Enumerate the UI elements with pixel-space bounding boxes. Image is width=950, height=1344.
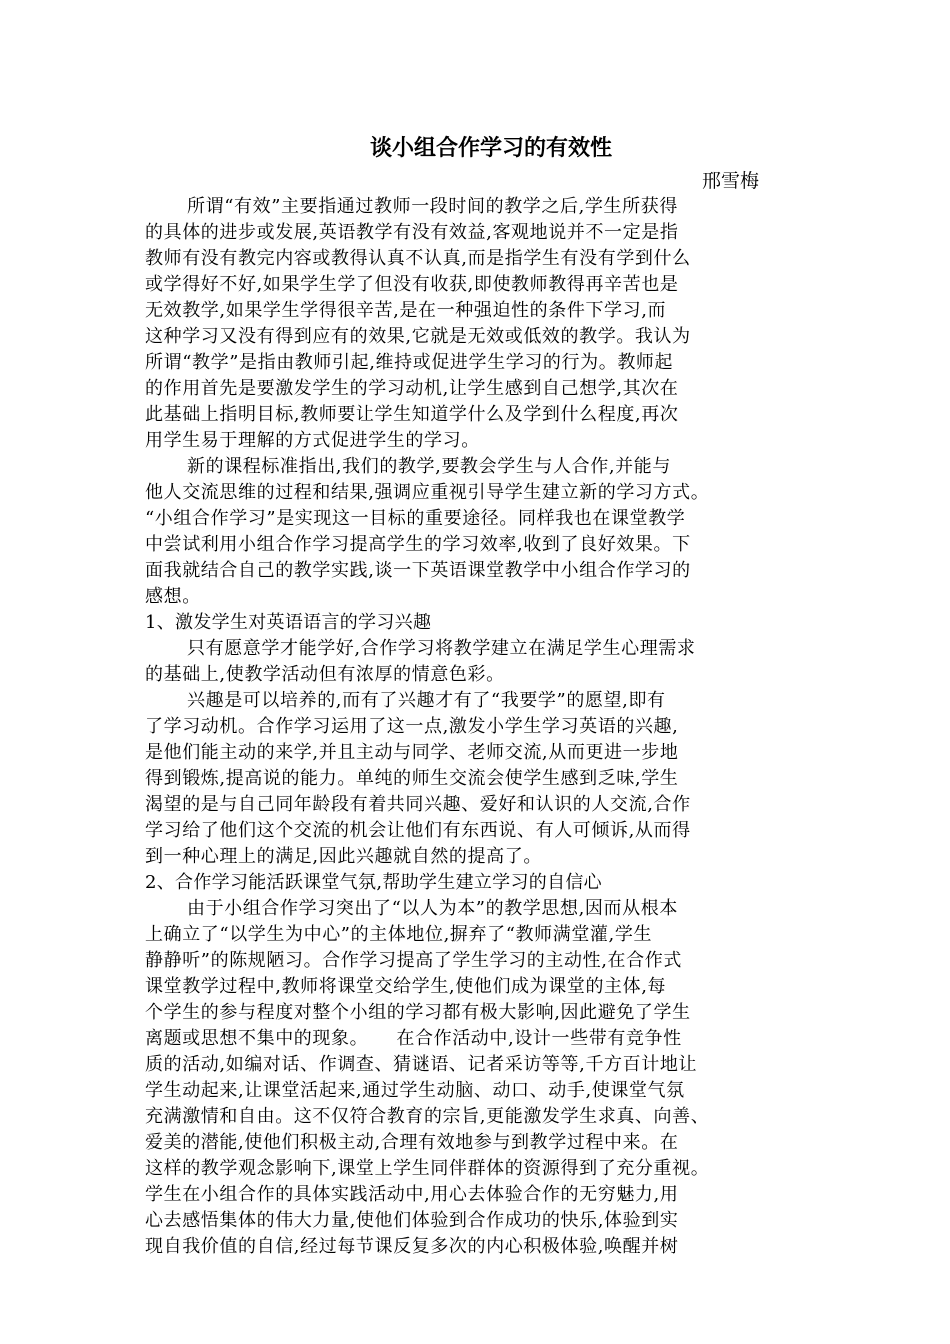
body-line: 心去感悟集体的伟大力量,使他们体验到合作成功的快乐,体验到实: [145, 1210, 679, 1231]
document-page: [145, 128, 817, 1260]
body-line: 现自我价值的自信,经过每节课反复多次的内心积极体验,唤醒并树: [145, 1236, 679, 1257]
body-line: 静静听”的陈规陋习。合作学习提高了学生学习的主动性,在合作式: [145, 950, 682, 971]
body-line: 教师有没有教完内容或教得认真不认真,而是指学生有没有学到什么: [145, 248, 691, 269]
body-line: 到一种心理上的满足,因此兴趣就自然的提高了。: [145, 846, 542, 867]
body-line: 的基础上,使教学活动但有浓厚的情意色彩。: [145, 664, 505, 685]
body-line: 充满激情和自由。这不仅符合教育的宗旨,更能激发学生求真、向善、: [145, 1106, 710, 1127]
body-line: 面我就结合自己的教学实践,谈一下英语课堂教学中小组合作学习的: [145, 560, 691, 581]
body-line: 或学得好不好,如果学生学了但没有收获,即使教师教得再辛苦也是: [145, 274, 679, 295]
body-line: 学生在小组合作的具体实践活动中,用心去体验合作的无穷魅力,用: [145, 1184, 679, 1205]
body-line: 离题或思想不集中的现象。 在合作活动中,设计一些带有竞争性: [145, 1028, 682, 1049]
document-body: [145, 194, 817, 1260]
body-line: 所谓“有效”主要指通过教师一段时间的教学之后,学生所获得: [187, 196, 678, 217]
body-line: 只有愿意学才能学好,合作学习将教学建立在满足学生心理需求: [187, 638, 696, 659]
body-line: 学习给了他们这个交流的机会让他们有东西说、有人可倾诉,从而得: [145, 820, 691, 841]
body-line: 渴望的是与自己同年龄段有着共同兴趣、爱好和认识的人交流,合作: [145, 794, 691, 815]
body-line: 他人交流思维的过程和结果,强调应重视引导学生建立新的学习方式。: [145, 482, 710, 503]
body-line: 上确立了“以学生为中心”的主体地位,摒弃了“教师满堂灌,学生: [145, 924, 653, 945]
body-line: “小组合作学习”是实现这一目标的重要途径。同样我也在课堂教学: [145, 508, 686, 529]
section-heading: 1、激发学生对英语语言的学习兴趣: [145, 612, 432, 633]
body-line: 的具体的进步或发展,英语教学有没有效益,客观地说并不一定是指: [145, 222, 679, 243]
body-line: 用学生易于理解的方式促进学生的学习。: [145, 430, 480, 451]
body-line: 这种学习又没有得到应有的效果,它就是无效或低效的教学。我认为: [145, 326, 691, 347]
body-line: 无效教学,如果学生学得很辛苦,是在一种强迫性的条件下学习,而: [145, 300, 667, 321]
body-line: 质的活动,如编对话、作调查、猜谜语、记者采访等等,千方百计地让: [145, 1054, 698, 1075]
body-line: 课堂教学过程中,教师将课堂交给学生,使他们成为课堂的主体,每: [145, 976, 667, 997]
body-line: 学生动起来,让课堂活起来,通过学生动脑、动口、动手,使课堂气氛: [145, 1080, 685, 1101]
body-line: 个学生的参与程度对整个小组的学习都有极大影响,因此避免了学生: [145, 1002, 691, 1023]
body-line: 得到锻炼,提高说的能力。单纯的师生交流会使学生感到乏味,学生: [145, 768, 679, 789]
section-heading: 2、合作学习能活跃课堂气氛,帮助学生建立学习的自信心: [145, 872, 602, 893]
body-line: 的作用首先是要激发学生的学习动机,让学生感到自己想学,其次在: [145, 378, 679, 399]
body-line: 新的课程标准指出,我们的教学,要教会学生与人合作,并能与: [187, 456, 671, 477]
body-line: 这样的教学观念影响下,课堂上学生同伴群体的资源得到了充分重视。: [145, 1158, 710, 1179]
body-line: 此基础上指明目标,教师要让学生知道学什么及学到什么程度,再次: [145, 404, 679, 425]
body-line: 爱美的潜能,使他们积极主动,合理有效地参与到教学过程中来。在: [145, 1132, 679, 1153]
body-line: 感想。: [145, 586, 201, 607]
document-title: 谈小组合作学习的有效性: [369, 135, 612, 161]
body-line: 所谓“教学”是指由教师引起,维持或促进学生学习的行为。教师起: [145, 352, 674, 373]
body-line: 由于小组合作学习突出了“以人为本”的教学思想,因而从根本: [187, 898, 678, 919]
body-line: 是他们能主动的来学,并且主动与同学、老师交流,从而更进一步地: [145, 742, 679, 763]
body-line: 兴趣是可以培养的,而有了兴趣才有了“我要学”的愿望,即有: [187, 690, 666, 711]
body-line: 中尝试利用小组合作学习提高学生的学习效率,收到了良好效果。下: [145, 534, 691, 555]
author-name: 邢雪梅: [701, 170, 759, 192]
body-line: 了学习动机。合作学习运用了这一点,激发小学生学习英语的兴趣,: [145, 716, 679, 737]
